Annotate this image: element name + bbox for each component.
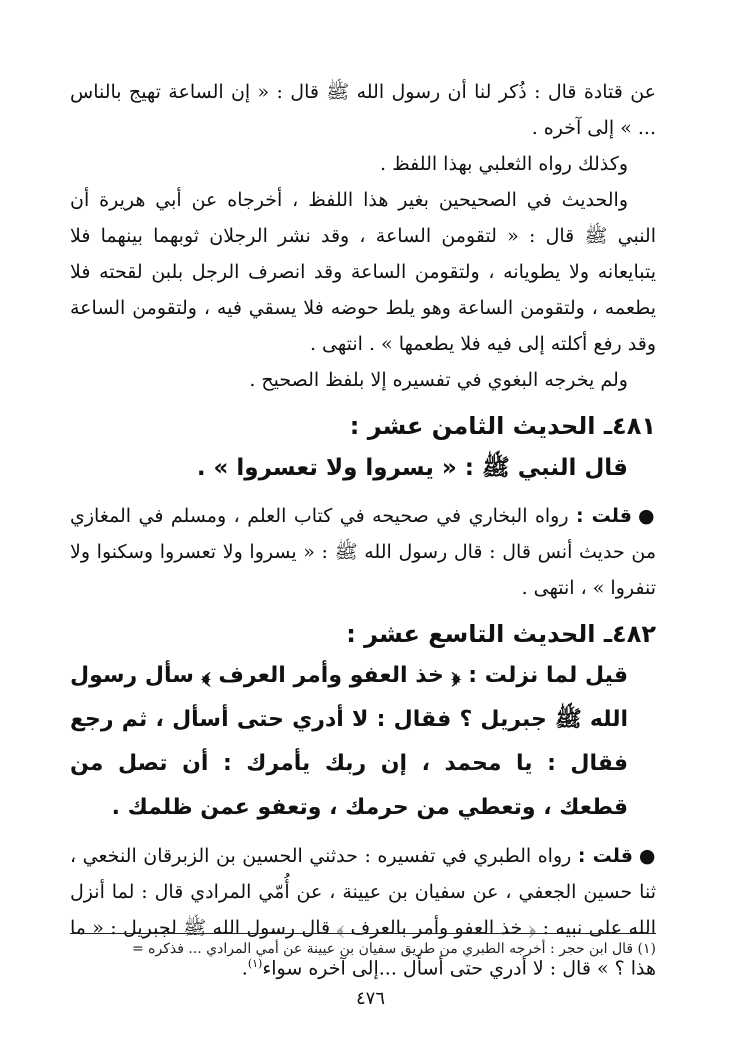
paragraph-qatada: عن قتادة قال : ذُكر لنا أن رسول الله ﷺ قال : « إن الساعة تهيج بالناس ... » إلى آخره . (70, 81, 656, 139)
bullet-icon: ● (637, 505, 656, 527)
qult-label: قلت : (577, 845, 633, 867)
hadith-481-comment (70, 498, 656, 606)
paragraph-baghawi: ولم يخرجه البغوي في تفسيره إلا بلفظ الصحيح . (249, 369, 628, 391)
footnote-ref: (١) (247, 957, 263, 970)
page-body (70, 74, 656, 1024)
hadith-482-heading: ٤٨٢ـ الحديث التاسع عشر : (346, 620, 656, 648)
footnote-divider (70, 933, 656, 934)
period: . (241, 957, 248, 980)
comment-text: رواه البخاري في صحيحه في كتاب العلم ، ومسلم في المغازي من حديث أنس قال : قال رسول الله ﷺ : « يسروا ولا تعسروا وسكنوا ولا تنفروا » ، انتهى . (70, 505, 656, 599)
footnote: (١) قال ابن حجر : أخرجه الطبري من طريق سفيان بن عيينة عن أمي المرادي ... فذكره = (131, 941, 656, 957)
hadith-481-text: قال النبي ﷺ : « يسروا ولا تعسروا » . (196, 455, 628, 481)
hadith-482-text: قيل لما نزلت : ﴿ خذ العفو وأمر العرف ﴾ سأل رسول الله ﷺ جبريل ؟ فقال : لا أدري حتى أسأل ، ثم رجع فقال : يا محمد ، إن ربك يأمرك : أن تصل من قطعك ، وتعطي من حرمك ، وتعفو عمن ظلمك . (70, 663, 628, 820)
paragraph-sahihayn: والحديث في الصحيحين بغير هذا اللفظ ، أخرجاه عن أبي هريرة أن النبي ﷺ قال : « لتقومن الساعة ، وقد نشر الرجلان ثوبهما بينهما فلا يتبايعانه ولا يطويانه ، ولتقومن الساعة وقد انصرف الرجل بلبن لقحته فلا يطعمه ، ولتقومن الساعة وهو يلط حوضه فلا يسقي فيه ، ولتقومن الساعة وقد رفع أكلته إلى فيه فلا يطعمها » . انتهى . (70, 189, 656, 355)
hadith-482-comment (70, 838, 656, 986)
qult-label: قلت : (576, 505, 632, 527)
paragraph-thaalabi: وكذلك رواه الثعلبي بهذا اللفظ . (380, 153, 628, 175)
page-number: ٤٧٦ (355, 988, 385, 1009)
hadith-481-heading: ٤٨١ـ الحديث الثامن عشر : (349, 412, 656, 440)
comment-text: رواه الطبري في تفسيره : حدثني الحسين بن الزبرقان النخعي ، ثنا حسين الجعفي ، عن سفيان بن عيينة ، عن أُمّي المرادي قال : لما أنزل الله على نبيه : ﴿ خذ العفو وأمر بالعرف ﴾ قال رسول الله ﷺ لجبريل : « ما هذا ؟ » قال : لا أدري حتى أسأل ...إلى آخره سواء (70, 845, 656, 980)
bullet-icon: ● (638, 845, 657, 867)
